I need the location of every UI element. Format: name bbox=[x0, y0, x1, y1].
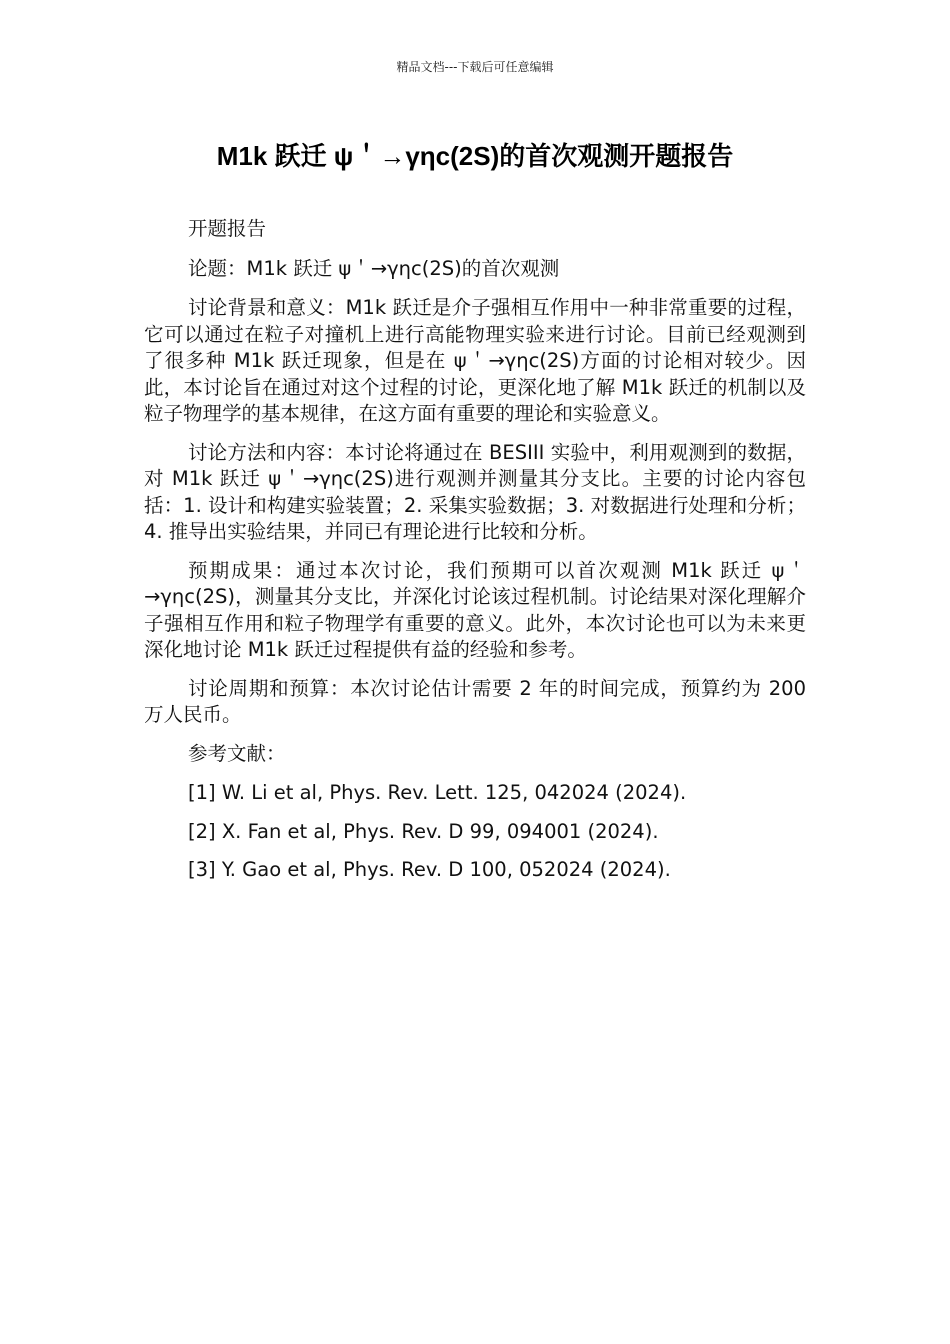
reference-item: [1] W. Li et al, Phys. Rev. Lett. 125, 042024 (2024). bbox=[188, 781, 687, 804]
document-body bbox=[144, 216, 806, 896]
document-title: M1k 跃迁 ψ＇→γηc(2S)的首次观测开题报告 bbox=[216, 141, 734, 171]
paragraph-report-label: 开题报告 bbox=[188, 217, 267, 240]
page-header: 精品文档---下载后可任意编辑 bbox=[396, 60, 554, 74]
paragraph-background: 讨论背景和意义：M1k 跃迁是介子强相互作用中一种非常重要的过程，它可以通过在粒子对撞机上进行高能物理实验来进行讨论。目前已经观测到了很多种 M1k 跃迁现象，但是在 ψ＇→γηc(2S)方面的讨论相对较少。因此，本讨论旨在通过对这个过程的讨论，更深化地了解 M1k 跃迁的机制以及粒子物理学的基本规律，在这方面有重要的理论和实验意义。 bbox=[144, 296, 806, 425]
reference-item: [3] Y. Gao et al, Phys. Rev. D 100, 052024 (2024). bbox=[188, 858, 671, 881]
paragraph-methods: 讨论方法和内容：本讨论将通过在 BESIII 实验中，利用观测到的数据，对 M1k 跃迁 ψ＇→γηc(2S)进行观测并测量其分支比。主要的讨论内容包括：1. 设计和构建实验装置；2. 采集实验数据；3. 对数据进行处理和分析；4. 推导出实验结果，并同已有理论进行比较和分析。 bbox=[144, 440, 806, 543]
paragraph-references-heading: 参考文献： bbox=[188, 741, 286, 765]
paragraph-expected-results: 预期成果：通过本次讨论，我们预期可以首次观测 M1k 跃迁 ψ＇→γηc(2S)，测量其分支比，并深化讨论该过程机制。讨论结果对深化理解介子强相互作用和粒子物理学有重要的意义。此外，本次讨论也可以为未来更深化地讨论 M1k 跃迁过程提供有益的经验和参考。 bbox=[144, 558, 806, 661]
paragraph-period-budget: 讨论周期和预算：本次讨论估计需要 2 年的时间完成，预算约为 200 万人民币。 bbox=[144, 676, 806, 726]
reference-item: [2] X. Fan et al, Phys. Rev. D 99, 094001 (2024). bbox=[188, 819, 659, 843]
paragraph-topic: 论题：M1k 跃迁 ψ＇→γηc(2S)的首次观测 bbox=[188, 256, 560, 280]
